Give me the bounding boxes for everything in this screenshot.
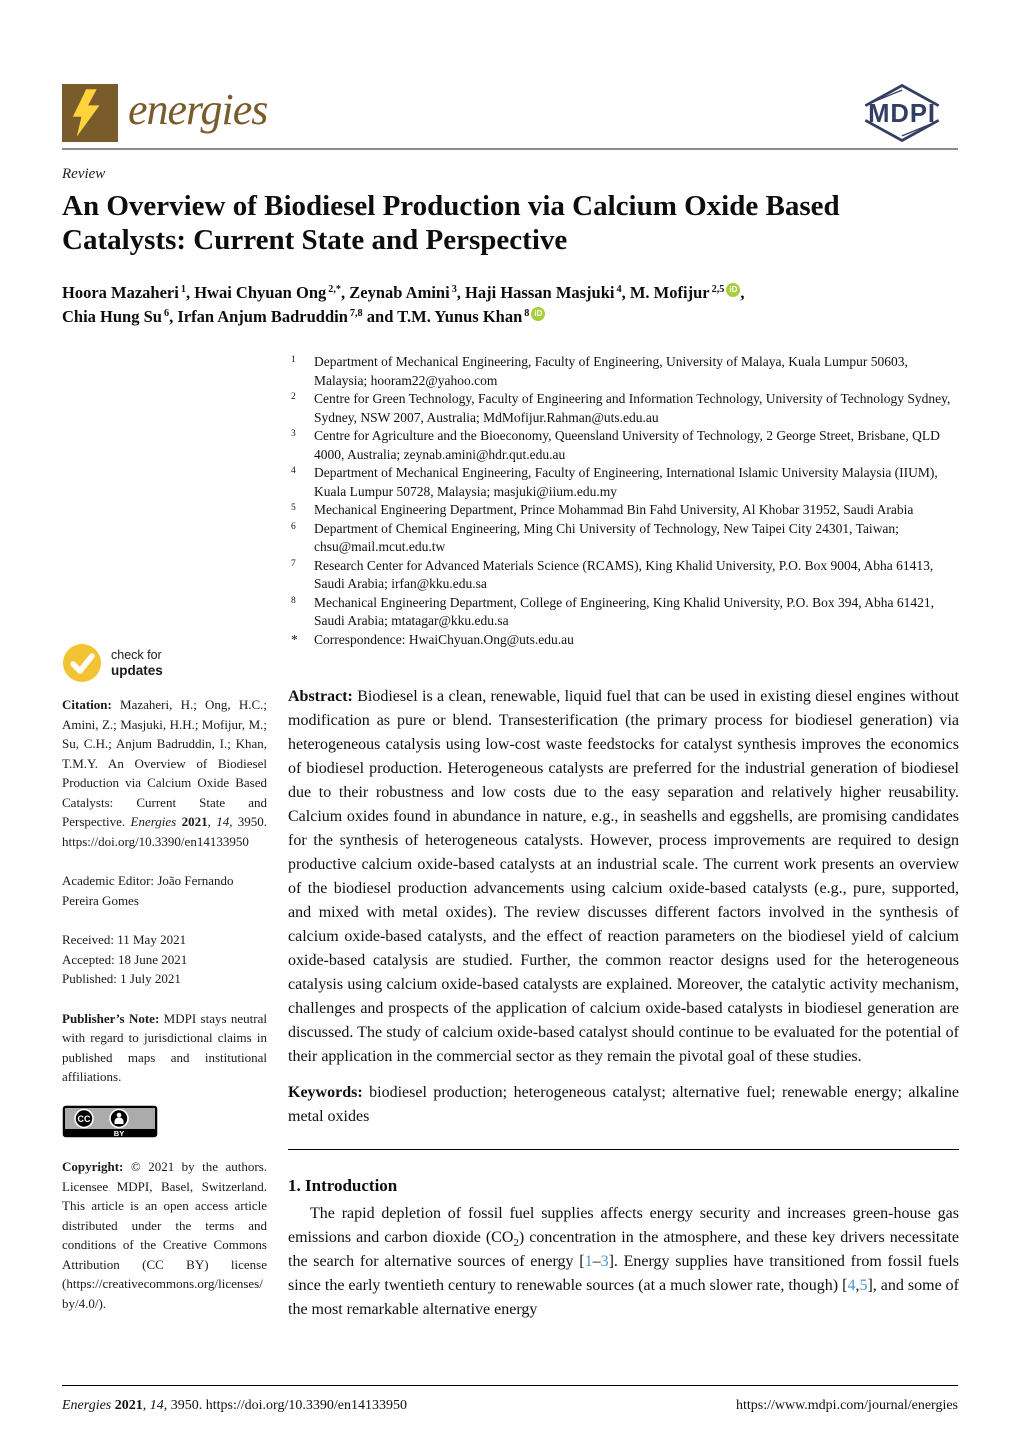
person-icon <box>117 1112 122 1117</box>
authors-line-1 <box>62 281 958 305</box>
main-column <box>288 353 959 1322</box>
page-title: An Overview of Biodiesel Production via Calcium Oxide Based Catalysts: Current State and Perspective <box>62 190 840 257</box>
citation-volume: 14 <box>216 814 230 830</box>
author-affil-sup: 3 <box>451 283 457 295</box>
mdpi-logo-text: MDPI <box>868 100 936 129</box>
footer-sep: , <box>142 1398 150 1413</box>
author-separator: , <box>341 283 350 303</box>
correspondence-asterisk: * <box>291 631 298 647</box>
accepted-label: Accepted: <box>62 951 115 967</box>
citation-note <box>62 695 267 851</box>
footer-doi-link[interactable]: https://doi.org/10.3390/en14133950 <box>205 1398 407 1413</box>
orcid-icon[interactable]: iD <box>726 283 740 297</box>
correspondence-row <box>288 631 959 650</box>
badge-line-2: updates <box>111 662 163 678</box>
published-label: Published: <box>62 971 117 987</box>
author-affil-sup: 4 <box>616 283 622 295</box>
received-date <box>62 930 267 950</box>
content-columns <box>0 353 1020 1322</box>
authors-line-2 <box>62 305 958 329</box>
author-separator: , <box>185 283 195 303</box>
publishers-note <box>62 1009 267 1087</box>
copyright-label: Copyright: <box>62 1159 124 1175</box>
intro-text: ], and some of the most remarkable alternative energy <box>288 1277 960 1319</box>
cc-by-icon <box>62 1105 158 1138</box>
citation-text: Mazaheri, H.; Ong, H.C.; Amini, Z.; Masjuki, H.H.; Mofijur, M.; Su, C.H.; Anjum Badruddin, I.; Khan, T.M.Y. An Overview of Biodiesel Production via Calcium Oxide Based Catalysts: Current State and Perspective. <box>62 697 268 830</box>
author-name: Hwai Chyuan Ong <box>194 283 327 303</box>
author-affil-sup: 8 <box>524 307 530 319</box>
affiliation-row <box>288 594 959 631</box>
author-affil-sup: 1 <box>180 283 186 295</box>
footer <box>62 1385 958 1414</box>
affiliation-row <box>288 390 959 427</box>
orcid-icon[interactable]: iD <box>531 307 545 321</box>
author-separator: , <box>740 283 745 303</box>
accepted-date <box>62 950 267 970</box>
accepted-value: 18 June 2021 <box>117 951 188 967</box>
footer-journal-ref <box>62 1398 407 1414</box>
affiliation-number: 5 <box>291 503 296 514</box>
author-name: Haji Hassan Masjuki <box>465 283 615 303</box>
footer-journal-url[interactable]: https://www.mdpi.com/journal/energies <box>735 1398 958 1413</box>
author-affil-sup: 2,5 <box>711 283 725 295</box>
author-name: Hoora Mazaheri <box>62 283 179 303</box>
affiliation-row <box>288 464 959 501</box>
abstract-text: Biodiesel is a clean, renewable, liquid fuel that can be used in existing diesel engines without modification as pure or blend. Transesterification (the primary process for biodiesel generation) via heterogeneous catalysis using low-cost waste feedstocks for catalyst synthesis improves the economics of biodiesel production. Heterogeneous catalysts are preferred for the industrial generation of biodiesel due to their robustness and low costs due to the easy separation and relatively higher reusability. Calcium oxides found in abundance in nature, e.g., in seashells and eggshells, are promising candidates for the synthesis of heterogeneous catalysts. However, process improvements are required to design productive calcium oxide-based catalysts at an industrial scale. The current work presents an overview of the biodiesel production advancements using calcium oxide-based catalysts (e.g., pure, supported, and mixed with metal oxides). The review discusses different factors involved in the synthesis of calcium oxide-based catalysts, and the effect of reaction parameters on the biodiesel yield of calcium oxide-based catalysis are studied. Further, the common reactor designs used for the heterogeneous catalysis using calcium oxide-based catalysts are explained. Moreover, the catalytic activity mechanism, challenges and prospects of the application of calcium oxide-based catalysts in biodiesel generation are discussed. The study of calcium oxide-based catalyst should continue to be evaluated for the potential of their application in the commercial sector as they remain the pivotal goal of these studies. <box>288 688 959 1066</box>
history-dates <box>62 930 267 989</box>
title-block <box>0 150 1020 329</box>
author-separator: , <box>456 283 466 303</box>
citation-sep: , <box>207 814 217 830</box>
copyright-text: © 2021 by the authors. Licensee MDPI, Basel, Switzerland. This article is an open access article distributed under the terms and conditions of the Creative Commons Attribution (CC BY) license (https://creativecommons.org/licenses/by/4.0/). <box>62 1159 268 1311</box>
footer-volume: 14 <box>149 1398 164 1413</box>
mdpi-logo <box>846 80 958 146</box>
intro-text: – <box>592 1253 601 1271</box>
publishers-note-label: Publisher’s Note: <box>62 1010 160 1026</box>
affiliation-row <box>288 353 959 390</box>
check-for-updates-badge[interactable] <box>62 643 182 683</box>
mdpi-hexagon-icon <box>846 80 958 146</box>
affiliation-text: Department of Chemical Engineering, Ming Chi University of Technology, New Taipei City 24301, Taiwan; chsu@mail.mcut.edu.tw <box>314 520 899 555</box>
intro-text: The rapid depletion of fossil fuel supplies affects energy security and increases green-house gas emissions and carbon dioxide (CO <box>288 1205 959 1247</box>
author-name: Chia Hung Su <box>62 307 162 327</box>
intro-text: ) concentration in the atmosphere, and these key drivers necessitate the search for alternative sources of energy [ <box>288 1229 959 1271</box>
academic-editor-note <box>62 871 267 910</box>
academic-editor-label: Academic Editor: <box>62 873 155 889</box>
sidebar <box>62 353 267 1322</box>
abstract <box>288 685 959 1069</box>
affiliation-number: 1 <box>291 355 296 366</box>
affiliation-number: 4 <box>291 466 296 477</box>
citation-link[interactable]: 4 <box>847 1277 856 1295</box>
published-date <box>62 969 267 989</box>
abstract-label: Abstract: <box>288 688 353 706</box>
affiliation-number: 8 <box>291 595 296 606</box>
affiliation-text: Research Center for Advanced Materials Science (RCAMS), King Khalid University, P.O. Box 9004, Abha 61413, Saudi Arabia; irfan@kku.edu.sa <box>314 557 934 592</box>
affiliation-text: Centre for Green Technology, Faculty of Engineering and Information Technology, University of Technology Sydney, Sydney, NSW 2007, Australia; MdMofijur.Rahman@uts.edu.au <box>314 391 951 425</box>
correspondence-text[interactable]: Correspondence: HwaiChyuan.Ong@uts.edu.au <box>314 631 574 647</box>
intro-text: ]. Energy supplies have transitioned from fossil fuels since the early twentieth century to renewable sources (at a much slower rate, though) [ <box>288 1253 959 1295</box>
author-name: T.M. Yunus Khan <box>397 307 523 327</box>
author-name: Irfan Anjum Badruddin <box>177 307 348 327</box>
affiliation-row <box>288 557 959 594</box>
author-separator: , <box>621 283 630 303</box>
checkmark-icon <box>62 643 102 683</box>
section-heading-introduction: 1. Introduction <box>288 1176 398 1196</box>
affiliation-text: Mechanical Engineering Department, Prince Mohammad Bin Fahd University, Al Khobar 31952, Saudi Arabia <box>314 502 914 518</box>
received-label: Received: <box>62 932 114 948</box>
author-affil-sup: 7,8 <box>349 307 363 319</box>
article-type-label: Review <box>62 166 106 182</box>
footer-year: 2021 <box>114 1398 143 1413</box>
copyright-note <box>62 1157 267 1313</box>
citation-year: 2021 <box>181 814 208 830</box>
received-value: 11 May 2021 <box>117 932 187 948</box>
author-name: M. Mofijur <box>629 283 710 303</box>
co2-subscript: 2 <box>513 1237 519 1250</box>
intro-text: , <box>855 1277 860 1295</box>
journal-name: energies <box>128 85 268 134</box>
affiliation-number: 6 <box>291 521 296 532</box>
section-divider <box>288 1149 959 1150</box>
author-affil-sup: 2,* <box>328 283 342 295</box>
intro-paragraph <box>288 1202 959 1322</box>
citation-link[interactable]: 5 <box>859 1277 868 1295</box>
academic-editor-name: João Fernando Pereira Gomes <box>62 873 234 908</box>
affiliation-text: Department of Mechanical Engineering, Faculty of Engineering, International Islamic University Malaysia (IIUM), Kuala Lumpur 50728, Malaysia; masjuki@iium.edu.my <box>314 465 938 499</box>
affiliation-number: 2 <box>291 392 296 403</box>
cc-glyph: CC <box>77 1113 91 1124</box>
citation-link[interactable]: 3 <box>600 1253 609 1271</box>
energies-logo <box>62 84 267 142</box>
cc-by-license-badge[interactable] <box>62 1105 158 1144</box>
by-glyph: BY <box>113 1128 125 1138</box>
footer-pages: , 3950. <box>163 1398 206 1413</box>
citation-link[interactable]: 1 <box>584 1253 593 1271</box>
keywords-text: biodiesel production; heterogeneous catalyst; alternative fuel; renewable energy; alkaline metal oxides <box>288 1084 959 1126</box>
author-name: Zeynab Amini <box>349 283 450 303</box>
affiliation-row <box>288 501 959 520</box>
affiliation-number: 7 <box>291 558 296 569</box>
published-value: 1 July 2021 <box>120 971 181 987</box>
keywords <box>288 1081 959 1129</box>
author-affil-sup: 6 <box>163 307 170 319</box>
publishers-note-text: MDPI stays neutral with regard to jurisdictional claims in published maps and institutional affiliations. <box>62 1010 267 1085</box>
footer-journal-name: Energies <box>62 1398 115 1413</box>
header <box>0 0 1020 150</box>
affiliation-text: Department of Mechanical Engineering, Faculty of Engineering, University of Malaya, Kuala Lumpur 50603, Malaysia; hooram22@yahoo.com <box>314 354 908 388</box>
affiliation-row <box>288 520 959 557</box>
affiliation-text: Mechanical Engineering Department, College of Engineering, King Khalid University, P.O. Box 394, Abha 61421, Saudi Arabia; mtatagar@kku.edu.sa <box>314 594 934 629</box>
affiliation-number: 3 <box>291 429 296 440</box>
citation-journal: Energies <box>130 814 182 830</box>
lightning-bolt-icon <box>71 88 109 138</box>
citation-label: Citation: <box>62 697 112 713</box>
citation-pages: , 3950. <box>229 814 268 830</box>
authors-block <box>62 281 958 329</box>
author-separator: , <box>169 307 178 327</box>
affiliation-text: Centre for Agriculture and the Bioeconomy, Queensland University of Technology, 2 George Street, Brisbane, QLD 4000, Australia; zeynab.amini@hdr.qut.edu.au <box>314 428 940 462</box>
author-separator: and <box>362 307 398 327</box>
affiliation-row <box>288 427 959 464</box>
check-for-updates-label <box>111 648 163 678</box>
affiliations-list <box>288 353 959 649</box>
citation-doi-link[interactable]: https://doi.org/10.3390/en14133950 <box>62 833 249 849</box>
keywords-label: Keywords: <box>288 1084 363 1102</box>
badge-line-1: check for <box>111 648 162 663</box>
footer-rule <box>62 1385 958 1386</box>
energies-logo-mark <box>62 84 118 142</box>
